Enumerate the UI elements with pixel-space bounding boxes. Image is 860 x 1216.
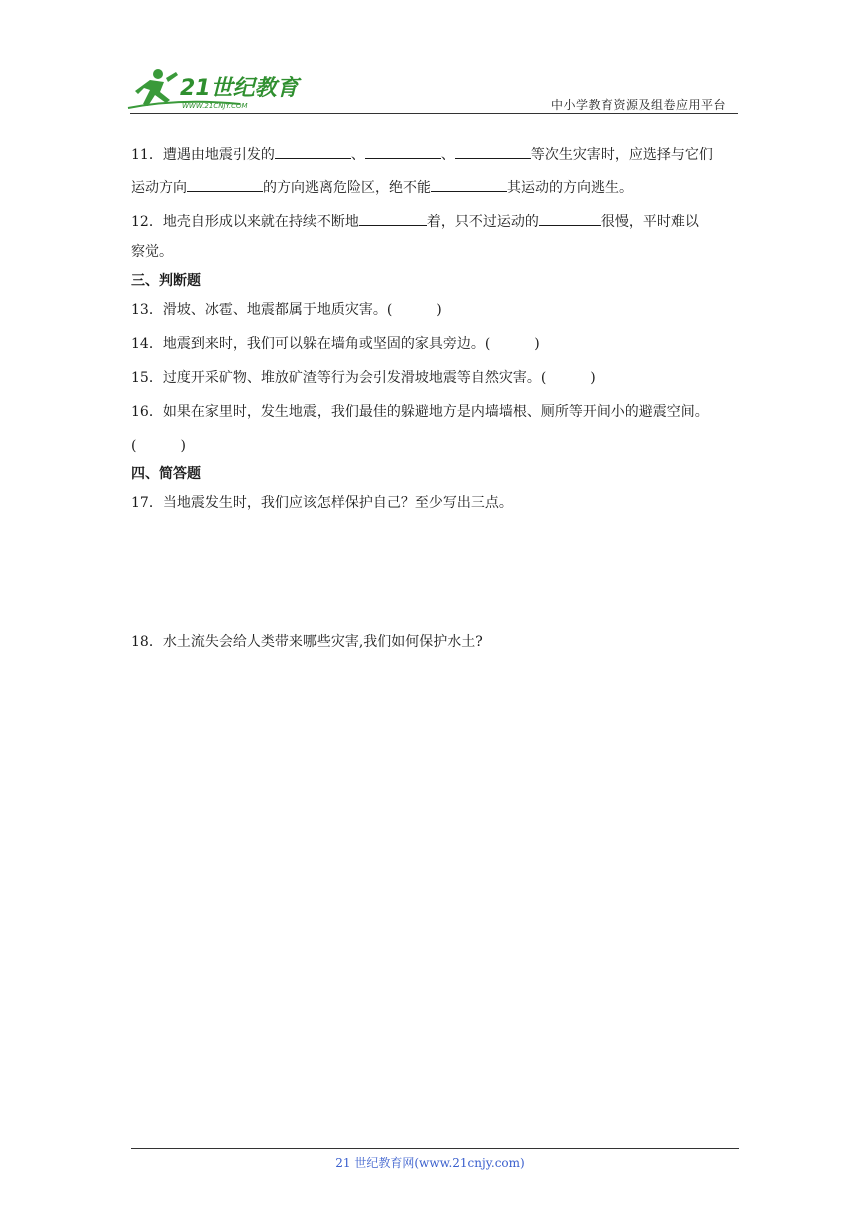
logo-url: WWW.21CNJY.COM [182, 102, 248, 110]
q11-blank-2[interactable] [365, 143, 441, 159]
logo-text: 21世纪教育 [180, 76, 299, 101]
q15: 15．过度开采矿物、堆放矿渣等行为会引发滑坡地震等自然灾害。( ) [131, 370, 596, 386]
q12-line2: 察觉。 [131, 244, 173, 260]
q11-line2: 运动方向 的方向逃离危险区，绝不能 其运动的方向逃生。 [131, 176, 633, 198]
section-judgement-title: 三、判断题 [131, 273, 201, 289]
q12-line1: 12．地壳自形成以来就在持续不断地 着，只不过运动的 很慢，平时难以 [131, 210, 699, 232]
q12-blank-1[interactable] [359, 210, 427, 226]
q13: 13．滑坡、冰雹、地震都属于地质灾害。( ) [131, 302, 442, 318]
q11-blank-4[interactable] [187, 176, 263, 192]
q12-blank-2[interactable] [539, 210, 601, 226]
site-logo [120, 62, 320, 114]
platform-name: 中小学教育资源及组卷应用平台 [550, 98, 726, 112]
q16-line2: ( ) [131, 438, 186, 454]
runner-icon [135, 69, 178, 106]
section-short-answer-title: 四、简答题 [131, 466, 201, 482]
footer-site[interactable]: 21 世纪教育网(www.21cnjy.com) [335, 1156, 525, 1170]
q11-blank-3[interactable] [455, 143, 531, 159]
q16-line1: 16．如果在家里时，发生地震，我们最佳的躲避地方是内墙墙根、厕所等开间小的避震空间。 [131, 404, 709, 420]
q17: 17．当地震发生时，我们应该怎样保护自己？至少写出三点。 [131, 495, 513, 511]
header-divider [130, 113, 738, 114]
footer-divider [131, 1148, 739, 1149]
page-header [120, 62, 738, 114]
q11-line1: 11．遭遇由地震引发的 、 、 等次生灾害时，应选择与它们 [131, 143, 713, 165]
q18: 18．水土流失会给人类带来哪些灾害,我们如何保护水土? [131, 634, 483, 650]
q11-blank-5[interactable] [431, 176, 507, 192]
q14: 14．地震到来时，我们可以躲在墙角或坚固的家具旁边。( ) [131, 336, 540, 352]
q11-blank-1[interactable] [275, 143, 351, 159]
